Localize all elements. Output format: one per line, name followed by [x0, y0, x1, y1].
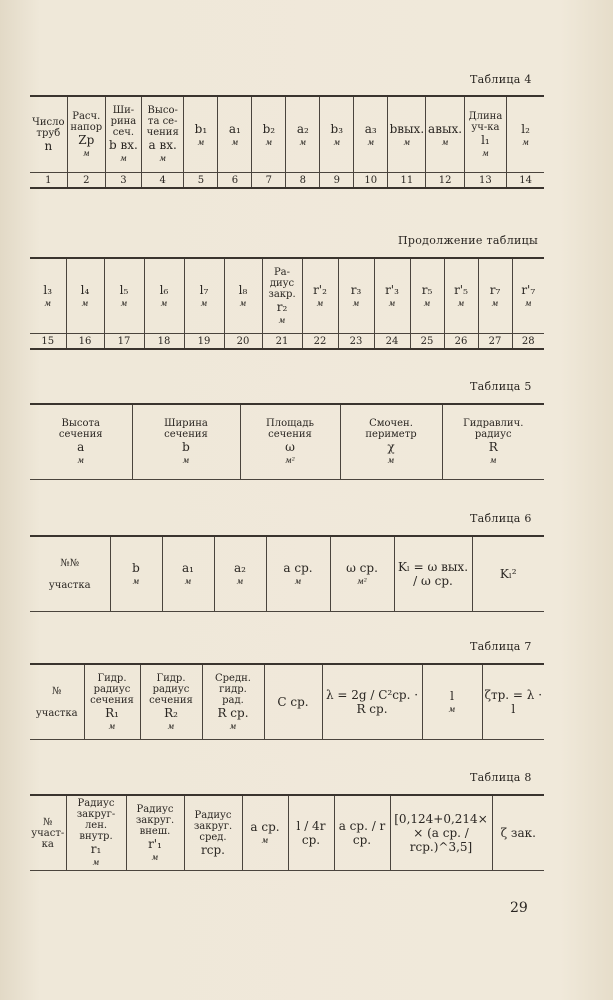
column-symbol: rср. — [201, 842, 225, 857]
column-symbol: ζтр. = λ · l — [484, 688, 543, 716]
column-unit: м — [278, 315, 286, 325]
column-symbol: a₃ — [364, 121, 377, 136]
column-symbol: [0,124+0,214× × (а ср. / rср.)^3,5] — [394, 812, 488, 854]
column-symbol: r₂ — [276, 299, 288, 314]
column-number: 21 — [262, 334, 302, 350]
table-5-caption: Таблица 5 — [470, 380, 532, 393]
column-number: 10 — [354, 173, 388, 189]
column-unit: м — [491, 299, 499, 308]
column-number: 3 — [105, 173, 141, 189]
column-header — [30, 536, 110, 612]
column-unit: м — [200, 299, 208, 308]
column-label: Смочен. периметр — [365, 418, 417, 440]
column-unit: м — [229, 721, 237, 731]
column-header — [66, 258, 104, 334]
column-symbol: l / 4r ср. — [296, 819, 326, 847]
column-header — [110, 536, 162, 612]
column-unit: м — [299, 137, 307, 147]
column-header — [334, 795, 390, 871]
column-symbol: l₃ — [43, 283, 53, 297]
column-header — [105, 96, 141, 173]
column-header — [184, 258, 224, 334]
column-symbol: b — [132, 561, 140, 575]
column-unit: м — [457, 299, 465, 308]
column-header — [184, 96, 218, 173]
column-symbol: r'₇ — [521, 283, 536, 297]
column-symbol: r'₂ — [313, 283, 327, 297]
column-header — [66, 795, 126, 871]
column-number: 14 — [507, 173, 544, 189]
column-unit: м — [403, 137, 411, 147]
column-symbol: а вх. — [148, 138, 177, 152]
table-6 — [30, 535, 544, 612]
column-number: 11 — [388, 173, 426, 189]
column-number: 18 — [144, 334, 184, 350]
column-label: Число труб — [32, 116, 65, 139]
column-header — [426, 96, 464, 173]
column-unit: м — [261, 836, 269, 845]
column-number: 7 — [252, 173, 286, 189]
column-label: Средн. гидр. рад. — [215, 672, 251, 706]
column-unit: м — [160, 299, 168, 308]
column-header — [264, 664, 322, 740]
column-symbol: b₃ — [330, 121, 344, 136]
column-header — [132, 404, 240, 480]
table-7-caption: Таблица 7 — [470, 640, 532, 653]
column-number: 17 — [104, 334, 144, 350]
column-header — [30, 795, 66, 871]
column-header — [252, 96, 286, 173]
column-header — [340, 404, 442, 480]
column-symbol: r₁ — [90, 842, 102, 856]
column-number: 26 — [444, 334, 478, 350]
column-label: Гидр. радиус сечения — [90, 672, 134, 706]
column-header — [320, 96, 354, 173]
column-symbol: aвых. — [428, 121, 463, 136]
column-header — [30, 664, 84, 740]
table-7 — [30, 663, 544, 740]
column-header — [374, 258, 410, 334]
column-label: Расч. напор — [70, 110, 103, 133]
column-symbol: ζ зак. — [500, 826, 536, 840]
column-header — [84, 664, 140, 740]
column-label: Длина уч-ка — [468, 110, 503, 133]
table-4-caption: Таблица 4 — [470, 73, 532, 86]
column-unit: м — [333, 137, 341, 147]
column-symbol: a — [77, 440, 85, 454]
column-unit: м — [448, 705, 456, 714]
column-number: 24 — [374, 334, 410, 350]
column-number: 6 — [218, 173, 252, 189]
column-label: Гидр. радиус сечения — [149, 672, 193, 706]
column-unit: м — [482, 148, 489, 158]
column-header — [30, 258, 66, 334]
column-label: Гидравлич. радиус — [463, 418, 524, 440]
column-unit: м — [182, 456, 190, 465]
table-8-caption: Таблица 8 — [470, 771, 532, 784]
column-symbol: r'₅ — [454, 283, 468, 297]
column-header — [286, 96, 320, 173]
column-label: Высота сечения — [58, 418, 103, 440]
column-number: 23 — [338, 334, 374, 350]
column-symbol: r'₃ — [385, 283, 399, 297]
column-number: 15 — [30, 334, 66, 350]
column-header — [330, 536, 394, 612]
column-header — [218, 96, 252, 173]
column-label: Высо- та се- чения — [146, 105, 179, 138]
column-unit: м — [197, 137, 205, 147]
column-unit: м — [120, 299, 128, 308]
column-symbol: а ср. — [250, 820, 280, 834]
column-unit: м — [151, 852, 159, 862]
column-unit: м — [77, 456, 85, 465]
column-header — [240, 404, 340, 480]
column-symbol: а ср. — [283, 561, 313, 575]
column-unit: м — [522, 137, 529, 147]
column-number: 22 — [302, 334, 338, 350]
table-8 — [30, 794, 544, 871]
column-label: №№ участка — [48, 557, 91, 591]
column-symbol: l₂ — [521, 121, 530, 136]
column-label: Ши- рина сеч. — [110, 105, 137, 138]
column-symbol: а ср. / r ср. — [338, 819, 386, 847]
column-unit: м — [423, 299, 431, 308]
column-unit: м² — [285, 456, 295, 465]
column-symbol: Zp — [78, 132, 95, 147]
column-header — [478, 258, 512, 334]
column-symbol: ω ср. — [346, 561, 378, 575]
table-4 — [30, 95, 544, 189]
column-number: 9 — [320, 173, 354, 189]
column-symbol: l — [450, 689, 454, 703]
column-symbol: b₁ — [194, 121, 208, 136]
column-header — [390, 795, 492, 871]
column-label: Радиус закруг. внеш. — [135, 803, 175, 837]
column-symbol: a₂ — [234, 561, 246, 575]
column-header — [224, 258, 262, 334]
column-symbol: l₄ — [80, 283, 90, 297]
column-header — [242, 795, 288, 871]
column-header — [442, 404, 544, 480]
column-header — [410, 258, 444, 334]
column-header — [338, 258, 374, 334]
column-number: 2 — [67, 173, 105, 189]
column-number: 16 — [66, 334, 104, 350]
column-number: 27 — [478, 334, 512, 350]
column-symbol: R ср. — [217, 705, 249, 720]
column-unit: м — [82, 148, 90, 158]
column-header — [507, 96, 544, 173]
column-header — [302, 258, 338, 334]
page-number: 29 — [510, 900, 528, 916]
column-label: № участка — [35, 685, 78, 719]
column-header — [354, 96, 388, 173]
column-symbol: R — [488, 440, 498, 454]
column-header — [266, 536, 330, 612]
column-header — [482, 664, 544, 740]
column-header — [67, 96, 105, 173]
column-header — [394, 536, 472, 612]
column-header — [184, 795, 242, 871]
column-symbol: l₇ — [199, 283, 209, 297]
column-symbol: a₁ — [228, 121, 241, 136]
column-number: 8 — [286, 173, 320, 189]
column-number: 20 — [224, 334, 262, 350]
column-symbol: χ — [387, 440, 395, 454]
column-header — [141, 96, 183, 173]
column-symbol: l₁ — [481, 132, 490, 147]
column-symbol: l₆ — [159, 283, 169, 297]
column-symbol: r₅ — [421, 283, 433, 297]
column-symbol: ω — [285, 440, 295, 454]
column-symbol: b вх. — [109, 138, 138, 152]
column-symbol: b₂ — [262, 121, 276, 136]
column-header — [444, 258, 478, 334]
column-header — [214, 536, 266, 612]
column-header — [262, 258, 302, 334]
column-header — [464, 96, 506, 173]
column-header — [140, 664, 202, 740]
column-header — [30, 404, 132, 480]
column-unit: м — [132, 577, 140, 586]
column-header — [388, 96, 426, 173]
column-header — [322, 664, 422, 740]
column-number: 4 — [141, 173, 183, 189]
column-symbol: R₂ — [164, 705, 178, 720]
column-unit: м — [236, 577, 244, 586]
column-symbol: r'₁ — [148, 836, 162, 851]
column-symbol: bвых. — [389, 121, 425, 136]
column-symbol: λ = 2g / C²ср. · R ср. — [325, 688, 419, 716]
column-header — [144, 258, 184, 334]
column-header — [202, 664, 264, 740]
column-label: № участ- ка — [31, 816, 65, 850]
column-number: 25 — [410, 334, 444, 350]
column-unit: м — [388, 299, 396, 308]
column-symbol: a₁ — [182, 561, 194, 575]
column-unit: м — [81, 299, 89, 308]
column-unit: м — [265, 137, 273, 147]
column-symbol: С ср. — [277, 695, 309, 709]
column-unit: м — [316, 299, 324, 308]
column-label: Радиус закруг- лен. внутр. — [76, 798, 116, 842]
column-symbol: a₂ — [296, 121, 309, 136]
column-unit: м — [184, 577, 192, 586]
column-label: Ра- диус закр. — [268, 266, 296, 300]
column-number: 12 — [426, 173, 464, 189]
column-label: Радиус закруг. сред. — [193, 809, 233, 843]
column-unit: м — [120, 154, 127, 163]
column-symbol: Kₗ² — [499, 567, 517, 581]
column-unit: м — [441, 137, 449, 147]
column-unit: м² — [357, 577, 367, 586]
column-unit: м — [108, 721, 116, 731]
column-unit: м — [231, 137, 239, 147]
column-unit: м — [167, 721, 175, 731]
column-symbol: Kₗ = ω вых. / ω ср. — [397, 560, 469, 588]
column-label: Ширина сечения — [164, 418, 208, 440]
column-header — [422, 664, 482, 740]
column-header — [288, 795, 334, 871]
column-unit: м — [367, 137, 375, 147]
table-6-caption: Таблица 6 — [470, 512, 532, 525]
column-unit: м — [239, 299, 247, 308]
column-unit: м — [294, 577, 302, 586]
column-header — [472, 536, 544, 612]
column-symbol: R₁ — [105, 705, 119, 720]
column-unit: м — [524, 299, 532, 308]
column-header — [492, 795, 544, 871]
column-unit: м — [92, 858, 100, 867]
column-number: 19 — [184, 334, 224, 350]
column-number: 28 — [512, 334, 544, 350]
column-number: 5 — [184, 173, 218, 189]
column-header — [162, 536, 214, 612]
column-header — [30, 96, 67, 173]
column-unit: м — [159, 154, 167, 163]
column-unit: м — [489, 456, 497, 465]
column-symbol: r₇ — [489, 283, 501, 297]
table-5 — [30, 403, 544, 480]
table-4-continuation-caption: Продолжение таблицы — [398, 234, 539, 247]
column-header — [512, 258, 544, 334]
table-4-continuation — [30, 257, 544, 350]
column-unit: м — [44, 299, 52, 308]
column-label: Площадь сечения — [266, 418, 314, 440]
column-symbol: l₈ — [238, 283, 248, 297]
column-unit: м — [387, 456, 395, 465]
column-unit: м — [352, 299, 360, 308]
column-number: 1 — [30, 173, 67, 189]
column-symbol: l₅ — [119, 283, 129, 297]
column-header — [104, 258, 144, 334]
column-number: 13 — [464, 173, 506, 189]
column-symbol: b — [182, 440, 190, 454]
column-header — [126, 795, 184, 871]
column-symbol: n — [44, 138, 53, 153]
column-symbol: r₃ — [350, 283, 362, 297]
